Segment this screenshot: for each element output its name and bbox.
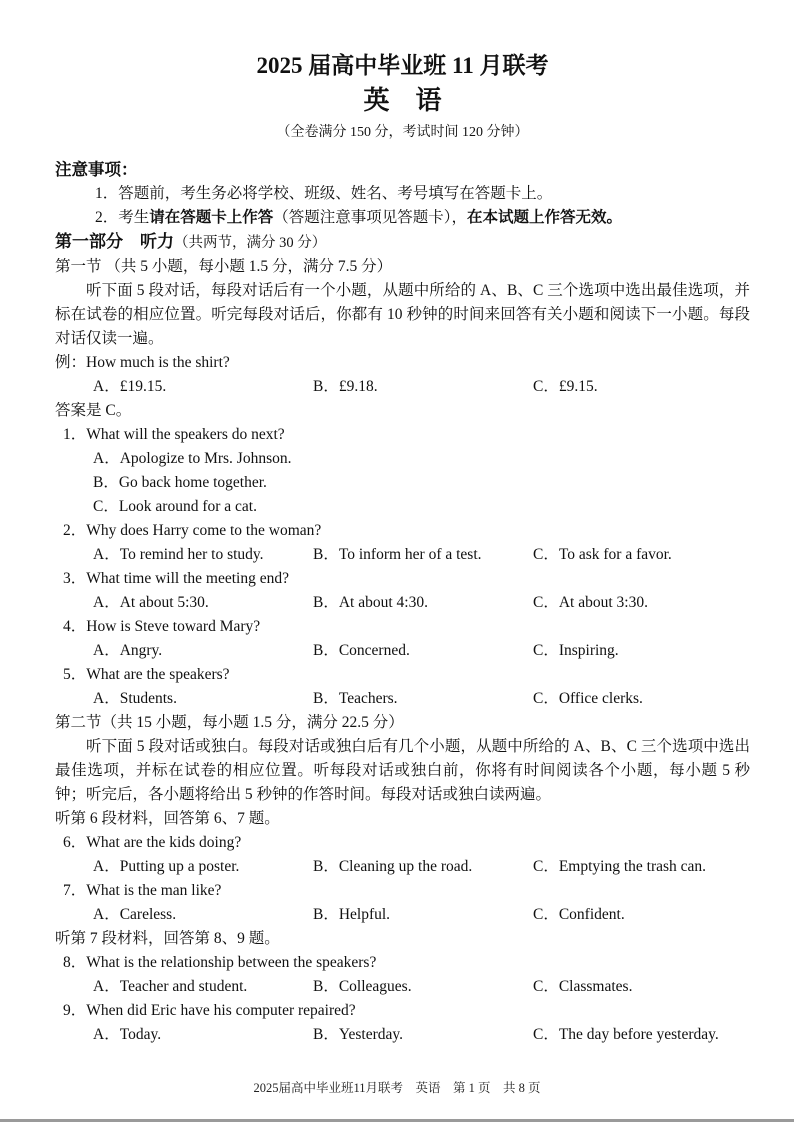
question-1-option-c: C．Look around for a cat. (93, 498, 257, 515)
question-3-options (55, 591, 750, 615)
question-4-option-b: B．Concerned. (313, 642, 410, 659)
question-5-options (55, 687, 750, 711)
example-question: 例：How much is the shirt? (55, 354, 230, 371)
question-3: 3．What time will the meeting end? (63, 570, 289, 587)
question-4-options (55, 639, 750, 663)
question-3-option-b: B．At about 4:30. (313, 594, 428, 611)
question-7-option-a: A．Careless. (93, 906, 177, 923)
question-9-options (55, 1023, 750, 1047)
notice-item-2-prefix: 2．考生 (95, 209, 150, 226)
exam-title: 2025 届高中毕业班 11 月联考 (256, 53, 549, 78)
question-5-option-b: B．Teachers. (313, 690, 398, 707)
question-1-option-b: B．Go back home together. (93, 474, 267, 491)
part1-heading (55, 230, 750, 255)
notice-item-2-bold1: 请在答题卡上作答 (149, 209, 274, 226)
question-2-options (55, 543, 750, 567)
question-6-option-b: B．Cleaning up the road. (313, 858, 473, 875)
question-2-option-c: C．To ask for a favor. (533, 546, 672, 563)
question-6-options (55, 855, 750, 879)
exam-subject: 英 语 (363, 86, 442, 115)
question-2-option-a: A．To remind her to study. (93, 546, 264, 563)
question-6-option-a: A．Putting up a poster. (93, 858, 240, 875)
question-4-option-a: A．Angry. (93, 642, 163, 659)
question-2: 2．Why does Harry come to the woman? (63, 522, 322, 539)
question-8-option-c: C．Classmates. (533, 978, 633, 995)
question-7: 7．What is the man like? (63, 882, 222, 899)
question-9-option-b: B．Yesterday. (313, 1026, 403, 1043)
question-9-option-a: A．Today. (93, 1026, 162, 1043)
question-1-option-a: A．Apologize to Mrs. Johnson. (93, 450, 292, 467)
question-8-options (55, 975, 750, 999)
section1-heading: 第一节 （共 5 小题，每小题 1.5 分，满分 7.5 分） (55, 258, 393, 275)
question-2-option-b: B．To inform her of a test. (313, 546, 482, 563)
question-6-option-c: C．Emptying the trash can. (533, 858, 707, 875)
notice-item-2-mid: （答题注意事项见答题卡）， (273, 209, 468, 226)
section2-heading: 第二节（共 15 小题，每小题 1.5 分，满分 22.5 分） (55, 714, 404, 731)
question-5-option-c: C．Office clerks. (533, 690, 643, 707)
question-5-option-a: A．Students. (93, 690, 177, 707)
example-options (55, 375, 750, 399)
notice-heading: 注意事项： (55, 160, 138, 179)
question-1: 1．What will the speakers do next? (63, 426, 285, 443)
question-8-option-b: B．Colleagues. (313, 978, 412, 995)
example-option-c: C．£9.15. (533, 378, 598, 395)
material-cue-6: 听第 6 段材料，回答第 6、7 题。 (55, 810, 280, 827)
question-4: 4．How is Steve toward Mary? (63, 618, 261, 635)
question-3-option-c: C．At about 3:30. (533, 594, 648, 611)
question-7-options (55, 903, 750, 927)
section1-intro: 听下面 5 段对话，每段对话后有一个小题，从题中所给的 A、B、C 三个选项中选出最佳选项，并标在试卷的相应位置。听完每段对话后，你都有 10 秒钟的时间来回答有关小题和阅读下一小题。每段对话仅读一遍。 (55, 282, 750, 347)
question-9-option-c: C．The day before yesterday. (533, 1026, 719, 1043)
notice-item-1: 1．答题前，考生务必将学校、班级、姓名、考号填写在答题卡上。 (95, 185, 553, 202)
notice-item-2 (55, 206, 750, 230)
example-option-b: B．£9.18. (313, 378, 378, 395)
notice-item-2-bold2: 在本试题上作答无效。 (467, 209, 623, 226)
section2-intro: 听下面 5 段对话或独白。每段对话或独白后有几个小题，从题中所给的 A、B、C 三个选项中选出最佳选项，并标在试卷的相应位置。听每段对话或独白前，你将有时间阅读各个小题，每小题 5 秒钟；听完后，各小题将给出 5 秒钟的作答时间。每段对话或独白读两遍。 (55, 738, 750, 803)
question-8: 8．What is the relationship between the speakers? (63, 954, 377, 971)
example-answer: 答案是 C。 (55, 402, 132, 419)
question-5: 5．What are the speakers? (63, 666, 230, 683)
question-8-option-a: A．Teacher and student. (93, 978, 248, 995)
part1-heading-paren: （共两节，满分 30 分） (174, 235, 327, 251)
question-9: 9．When did Eric have his computer repaired? (63, 1002, 356, 1019)
material-cue-7: 听第 7 段材料，回答第 8、9 题。 (55, 930, 280, 947)
exam-meta-info: （全卷满分 150 分，考试时间 120 分钟） (276, 125, 529, 140)
page-footer: 2025届高中毕业班11月联考 英语 第 1 页 共 8 页 (253, 1081, 541, 1095)
question-4-option-c: C．Inspiring. (533, 642, 619, 659)
example-option-a: A．£19.15. (93, 378, 167, 395)
part1-heading-title: 第一部分 听力 (55, 232, 174, 251)
question-7-option-c: C．Confident. (533, 906, 625, 923)
question-7-option-b: B．Helpful. (313, 906, 391, 923)
question-3-option-a: A．At about 5:30. (93, 594, 209, 611)
question-6: 6．What are the kids doing? (63, 834, 242, 851)
